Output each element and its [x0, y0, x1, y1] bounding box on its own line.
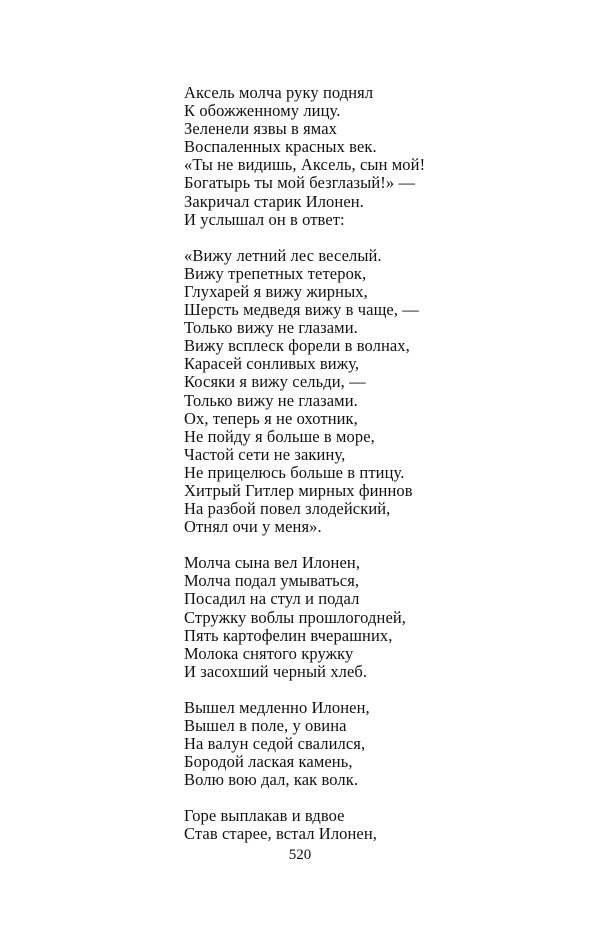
poem-line: Молока снятого кружку: [184, 643, 354, 663]
poem-line: Только вижу не глазами.: [184, 318, 358, 338]
poem-line: Вижу всплеск форели в волнах,: [184, 336, 410, 356]
poem-line: «Вижу летний лес веселый.: [184, 245, 382, 265]
poem-line: Шерсть медведя вижу в чаще, —: [184, 300, 419, 320]
poem-line: Не пойду я больше в море,: [184, 426, 375, 446]
stanza-5: [184, 807, 484, 843]
poem-line: Молча сына вел Илонен,: [184, 553, 361, 573]
poem-line: К обожженному лицу.: [184, 101, 341, 121]
poem-line: «Ты не видишь, Аксель, сын мой!: [184, 155, 426, 175]
poem-line: Вышел медленно Илонен,: [184, 697, 370, 717]
poem-line: На валун седой свалился,: [184, 734, 366, 754]
poem-line: Только вижу не глазами.: [184, 390, 358, 410]
poem-line: Не прицелюсь больше в птицу.: [184, 462, 405, 482]
poem-line: Карасей сонливых вижу,: [184, 354, 360, 374]
poem-line: Пять картофелин вчерашних,: [184, 625, 393, 645]
poem-line: Закричал старик Илонен.: [184, 191, 364, 211]
poem-line: Вышел в поле, у овина: [184, 716, 347, 735]
poem-line: Богатырь ты мой безглазый!» —: [184, 173, 416, 193]
poem-line: Посадил на стул и подал: [184, 589, 360, 609]
poem-line: Глухарей я вижу жирных,: [184, 281, 368, 301]
poem-line: И засохший черный хлеб.: [184, 661, 368, 681]
poem-line: Косяки я вижу сельди, —: [184, 372, 366, 392]
poem-line: Став старее, встал Илонен,: [184, 824, 378, 844]
poem-line: Воспаленных красных век.: [184, 137, 377, 157]
stanza-3: [184, 554, 484, 681]
poem-line: И услышал он в ответ:: [184, 209, 345, 229]
poem-line: Вижу трепетных тетерок,: [184, 263, 367, 283]
poem-line: На разбой повел злодейский,: [184, 499, 391, 519]
stanza-1: [184, 84, 484, 229]
poem-line: Горе выплакав и вдвое: [184, 806, 345, 826]
poem-line: Аксель молча руку поднял: [184, 83, 374, 102]
poem-line: Зеленели язвы в ямах: [184, 119, 338, 139]
stanza-2: [184, 247, 484, 537]
poem-text: [184, 84, 484, 844]
poem-line: Волю вою дал, как волк.: [184, 770, 359, 790]
page-number: 520: [288, 847, 312, 863]
poem-line: Молча подал умываться,: [184, 571, 360, 591]
stanza-4: [184, 699, 484, 789]
poem-line: Отнял очи у меня».: [184, 517, 322, 537]
poem-line: Ох, теперь я не охотник,: [184, 408, 358, 428]
poem-line: Бородой лаская камень,: [184, 752, 353, 772]
poem-line: Стружку воблы прошлогодней,: [184, 607, 407, 627]
poem-line: Хитрый Гитлер мирных финнов: [184, 480, 413, 500]
poem-line: Частой сети не закину,: [184, 444, 346, 464]
